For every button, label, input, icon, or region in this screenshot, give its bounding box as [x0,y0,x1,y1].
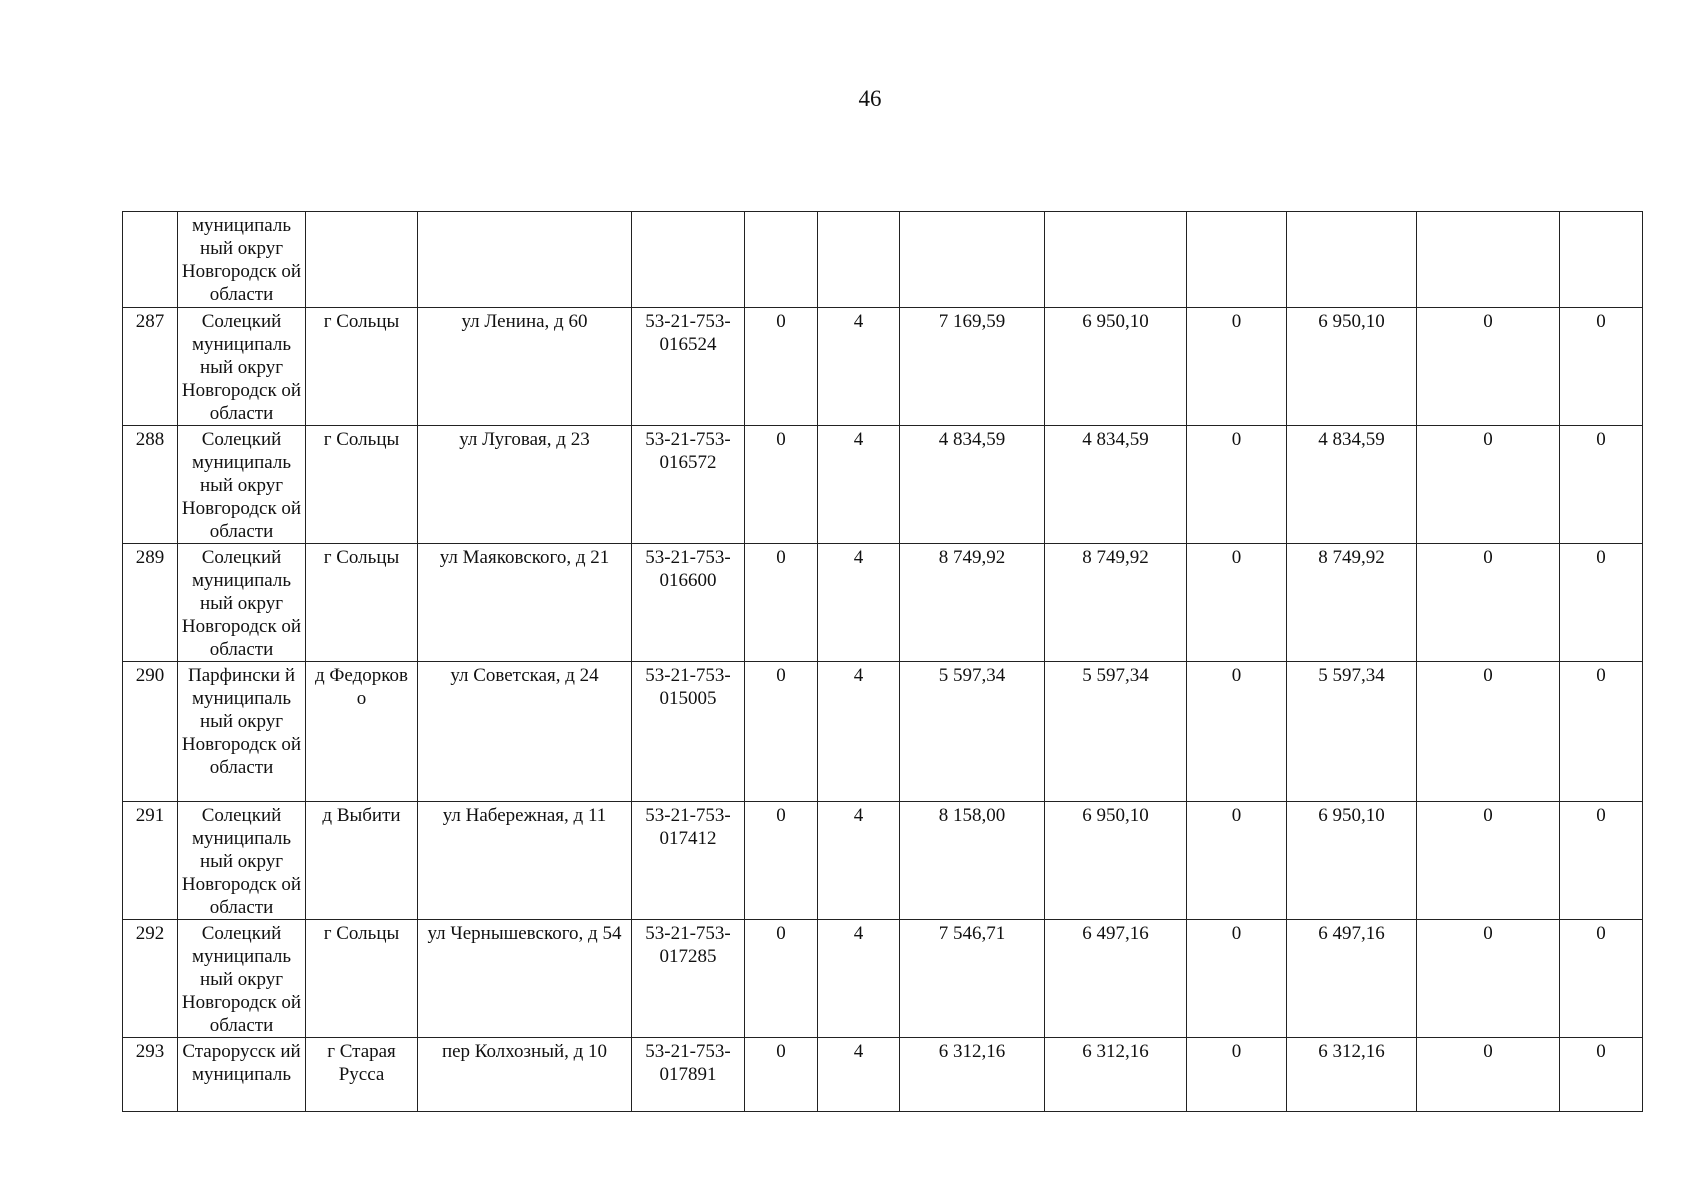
cell-col10: 0 [1187,426,1287,544]
cell-col13: 0 [1560,308,1643,426]
cell-funded: 8 749,92 [1287,544,1417,662]
cell-col12: 0 [1417,920,1560,1038]
cell-address: ул Набережная, д 11 [418,802,632,920]
cell-col13: 0 [1560,544,1643,662]
cell-total: 8 749,92 [900,544,1045,662]
cell-total: 6 312,16 [900,1038,1045,1112]
cell-code: 53-21-753-016524 [632,308,745,426]
cell-code: 53-21-753-017891 [632,1038,745,1112]
cell-district: Солецкий муниципаль ный округ Новгородск ой области [178,802,306,920]
cell-col6: 0 [745,662,818,802]
cell-amount: 6 950,10 [1045,802,1187,920]
cell-col12: 0 [1417,662,1560,802]
table-row-continuation [123,212,1643,308]
cell-address: ул Луговая, д 23 [418,426,632,544]
cell-funded: 4 834,59 [1287,426,1417,544]
cell-code: 53-21-753-017412 [632,802,745,920]
cell-address: ул Чернышевского, д 54 [418,920,632,1038]
cell-col10 [1187,212,1287,308]
register-table [122,211,1643,1112]
cell-col6: 0 [745,802,818,920]
cell-no: 290 [123,662,178,802]
cell-district: Солецкий муниципаль ный округ Новгородск ой области [178,544,306,662]
cell-district: Парфински й муниципаль ный округ Новгородск ой области [178,662,306,802]
cell-code: 53-21-753-017285 [632,920,745,1038]
cell-total: 4 834,59 [900,426,1045,544]
cell-district: Старорусск ий муниципаль [178,1038,306,1112]
cell-col13: 0 [1560,426,1643,544]
cell-locality: г Сольцы [306,426,418,544]
cell-locality: г Сольцы [306,308,418,426]
cell-col7: 4 [818,802,900,920]
table-row [123,426,1643,544]
cell-col7 [818,212,900,308]
cell-amount: 6 950,10 [1045,308,1187,426]
cell-locality: г Сольцы [306,920,418,1038]
cell-locality: д Выбити [306,802,418,920]
cell-locality: д Федорков о [306,662,418,802]
cell-no [123,212,178,308]
cell-col12: 0 [1417,426,1560,544]
cell-no: 293 [123,1038,178,1112]
cell-amount: 8 749,92 [1045,544,1187,662]
cell-district: Солецкий муниципаль ный округ Новгородск ой области [178,426,306,544]
cell-col12: 0 [1417,308,1560,426]
cell-no: 291 [123,802,178,920]
cell-funded [1287,212,1417,308]
cell-address: пер Колхозный, д 10 [418,1038,632,1112]
cell-district: муниципаль ный округ Новгородск ой области [178,212,306,308]
cell-no: 287 [123,308,178,426]
cell-col10: 0 [1187,802,1287,920]
cell-total: 7 169,59 [900,308,1045,426]
cell-col12: 0 [1417,1038,1560,1112]
cell-no: 292 [123,920,178,1038]
cell-district: Солецкий муниципаль ный округ Новгородск ой области [178,308,306,426]
cell-total [900,212,1045,308]
cell-address: ул Советская, д 24 [418,662,632,802]
cell-col13: 0 [1560,802,1643,920]
cell-col6: 0 [745,1038,818,1112]
table-row [123,802,1643,920]
cell-col7: 4 [818,1038,900,1112]
cell-col10: 0 [1187,308,1287,426]
cell-address: ул Ленина, д 60 [418,308,632,426]
cell-funded: 6 950,10 [1287,802,1417,920]
cell-col13: 0 [1560,662,1643,802]
cell-total: 8 158,00 [900,802,1045,920]
cell-col6: 0 [745,426,818,544]
cell-col6 [745,212,818,308]
cell-col6: 0 [745,308,818,426]
table-row [123,544,1643,662]
cell-col13: 0 [1560,920,1643,1038]
cell-district: Солецкий муниципаль ный округ Новгородск ой области [178,920,306,1038]
cell-amount: 6 497,16 [1045,920,1187,1038]
cell-col7: 4 [818,308,900,426]
cell-col12: 0 [1417,802,1560,920]
cell-locality: г Старая Русса [306,1038,418,1112]
cell-code: 53-21-753-016600 [632,544,745,662]
cell-code: 53-21-753-015005 [632,662,745,802]
cell-col10: 0 [1187,544,1287,662]
cell-col7: 4 [818,426,900,544]
cell-no: 289 [123,544,178,662]
cell-funded: 6 497,16 [1287,920,1417,1038]
cell-code [632,212,745,308]
cell-no: 288 [123,426,178,544]
page-number: 46 [858,86,882,111]
cell-code: 53-21-753-016572 [632,426,745,544]
table-row [123,662,1643,802]
cell-col6: 0 [745,920,818,1038]
cell-funded: 5 597,34 [1287,662,1417,802]
cell-col7: 4 [818,920,900,1038]
cell-amount: 4 834,59 [1045,426,1187,544]
cell-locality [306,212,418,308]
cell-locality: г Сольцы [306,544,418,662]
table-row [123,920,1643,1038]
table-row [123,308,1643,426]
table-row [123,1038,1643,1112]
cell-amount: 6 312,16 [1045,1038,1187,1112]
table-body [123,212,1643,1112]
cell-address [418,212,632,308]
cell-col7: 4 [818,544,900,662]
cell-col13: 0 [1560,1038,1643,1112]
cell-funded: 6 950,10 [1287,308,1417,426]
cell-total: 7 546,71 [900,920,1045,1038]
cell-col6: 0 [745,544,818,662]
cell-col10: 0 [1187,662,1287,802]
cell-amount [1045,212,1187,308]
cell-total: 5 597,34 [900,662,1045,802]
cell-funded: 6 312,16 [1287,1038,1417,1112]
cell-col7: 4 [818,662,900,802]
cell-col12: 0 [1417,544,1560,662]
cell-address: ул Маяковского, д 21 [418,544,632,662]
cell-col13 [1560,212,1643,308]
cell-amount: 5 597,34 [1045,662,1187,802]
cell-col12 [1417,212,1560,308]
cell-col10: 0 [1187,1038,1287,1112]
cell-col10: 0 [1187,920,1287,1038]
